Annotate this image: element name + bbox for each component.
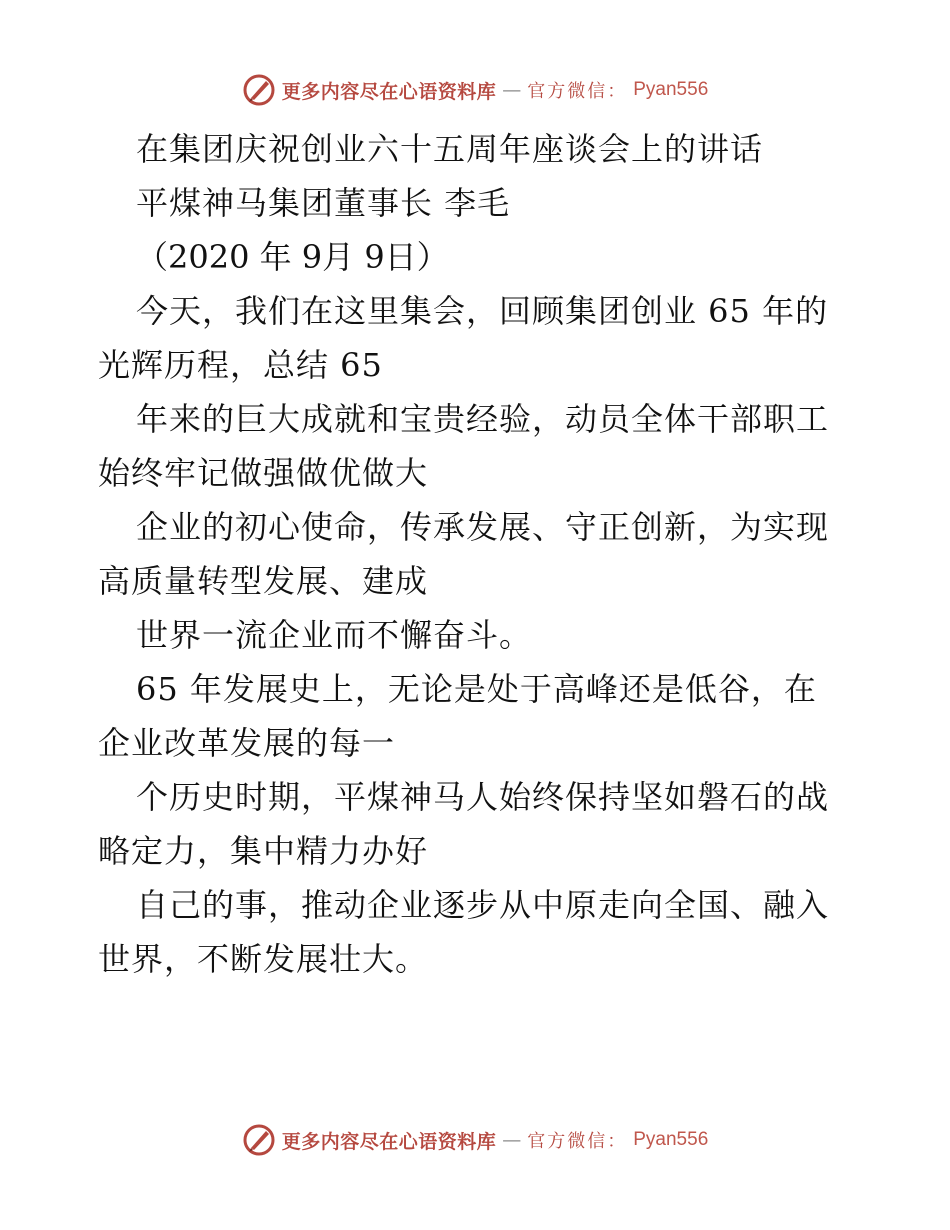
paragraph-line: 个历史时期，平煤神马人始终保持坚如磐石的战 bbox=[136, 778, 830, 816]
quill-logo-icon bbox=[242, 73, 276, 107]
paragraph-line: 始终牢记做强做优做大 bbox=[98, 454, 429, 492]
banner-wechat-id: Pyan556 bbox=[633, 79, 709, 100]
document-title: 在集团庆祝创业六十五周年座谈会上的讲话 bbox=[136, 130, 764, 168]
banner-brand-text: 更多内容尽在心语资料库 bbox=[281, 1130, 497, 1153]
paragraph-line: 年来的巨大成就和宝贵经验，动员全体干部职工 bbox=[136, 400, 830, 438]
document-date: （2020 年 9月 9日） bbox=[136, 238, 449, 276]
paragraph-line: 今天，我们在这里集会，回顾集团创业 65 年的 bbox=[136, 292, 829, 330]
paragraph-line: 世界一流企业而不懈奋斗。 bbox=[136, 616, 533, 654]
banner-brand-text: 更多内容尽在心语资料库 bbox=[281, 80, 497, 103]
paragraph-line: 世界，不断发展壮大。 bbox=[98, 940, 429, 978]
paragraph-line: 略定力，集中精力办好 bbox=[98, 832, 429, 870]
header-watermark-banner bbox=[0, 70, 950, 110]
paragraph-line: 高质量转型发展、建成 bbox=[98, 562, 429, 600]
document-body bbox=[98, 122, 858, 986]
paragraph-line: 企业的初心使命，传承发展、守正创新，为实现 bbox=[136, 508, 830, 546]
paragraph-line: 65 年发展史上，无论是处于高峰还是低谷，在 bbox=[136, 670, 817, 708]
banner-wechat-label: 官方微信： bbox=[527, 1131, 628, 1152]
document-speaker: 平煤神马集团董事长 李毛 bbox=[136, 184, 511, 222]
banner-wechat-id: Pyan556 bbox=[633, 1129, 709, 1150]
banner-separator: — bbox=[502, 79, 522, 101]
banner-wechat-label: 官方微信： bbox=[527, 81, 628, 102]
banner-separator: — bbox=[502, 1129, 522, 1151]
quill-logo-icon bbox=[242, 1123, 276, 1157]
paragraph-line: 企业改革发展的每一 bbox=[98, 724, 396, 762]
paragraph-line: 自己的事，推动企业逐步从中原走向全国、融入 bbox=[136, 886, 830, 924]
footer-watermark-banner bbox=[0, 1120, 950, 1160]
paragraph-line: 光辉历程，总结 65 bbox=[98, 346, 383, 384]
